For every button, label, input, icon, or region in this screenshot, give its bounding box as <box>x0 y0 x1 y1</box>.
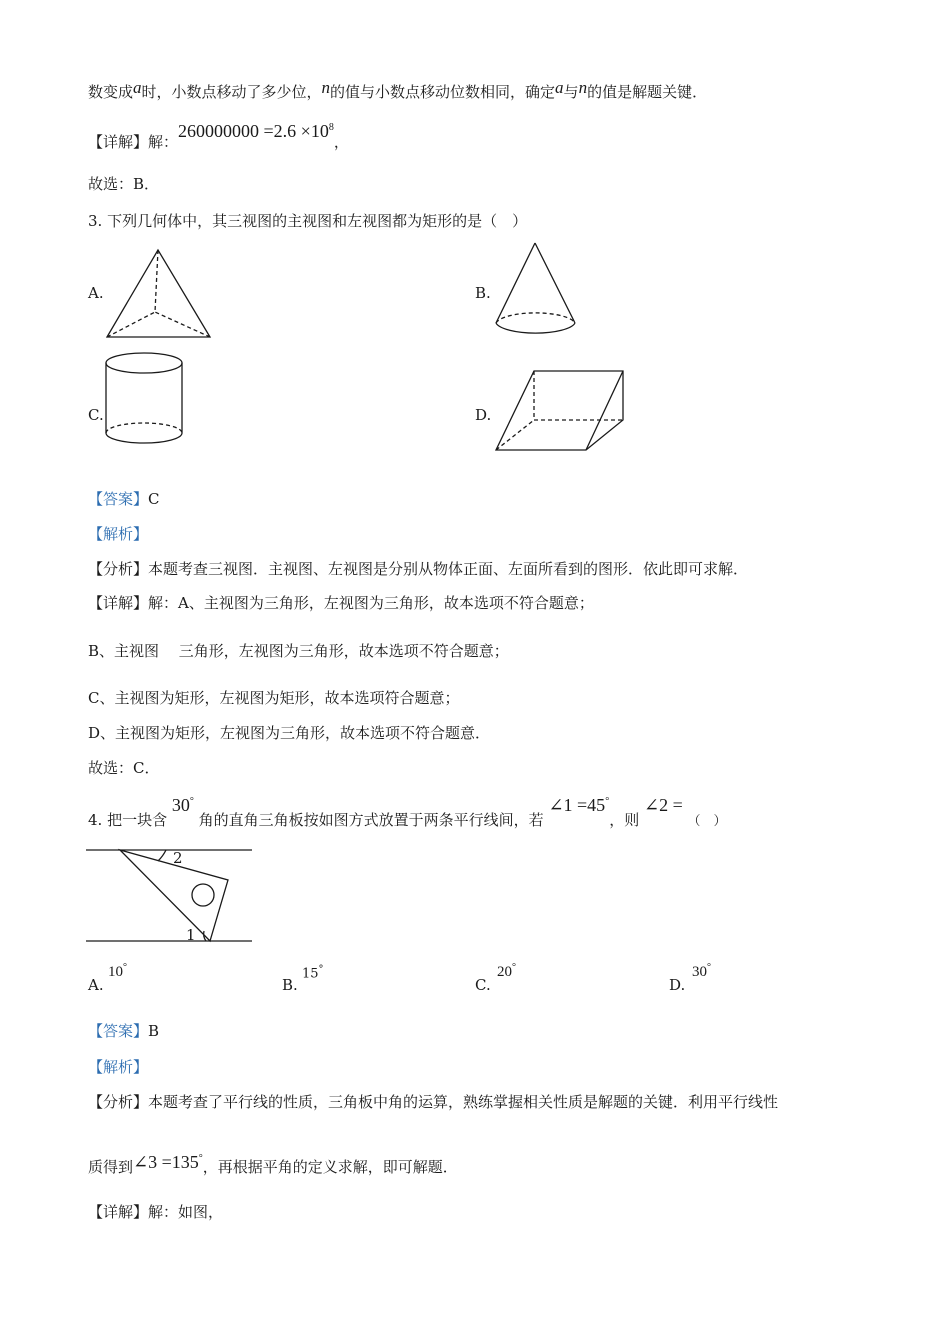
degree-sign: ° <box>512 962 516 973</box>
answer-value: B <box>148 1022 160 1040</box>
math-body: 10 <box>108 964 123 980</box>
degree-sign: ° <box>189 796 194 807</box>
conclusion-line: 故选：B． <box>88 175 160 193</box>
option-d-label: D. <box>475 406 492 424</box>
degree-sign: ° <box>707 962 711 973</box>
option-c-label: C. <box>475 976 491 994</box>
math-body: ∠1 =45 <box>548 795 606 815</box>
answer-value: C <box>148 490 160 508</box>
question-3: 3. 下列几何体中，其三视图的主视图和左视图都为矩形的是（ ） <box>88 212 528 230</box>
text-line-1 <box>88 78 708 102</box>
math-expression <box>178 121 334 141</box>
text: 时，小数点移动了多少位， <box>141 83 322 101</box>
option-b-value <box>302 960 324 984</box>
detail-3-d: D、主视图为矩形，左视图为三角形，故本选项不符合题意． <box>88 724 491 742</box>
analysis-label: 【分析】 <box>88 560 149 578</box>
analysis-tag: 【解析】 <box>88 525 149 543</box>
text: 角的直角三角板按如图方式放置于两条平行线间，若 <box>198 811 544 829</box>
conclusion-3: 故选：C． <box>88 759 160 777</box>
option-c-value <box>497 958 516 982</box>
option-a-value <box>108 958 127 982</box>
detail-label: 【详解】 <box>88 1203 149 1221</box>
answer-tag: 【答案】 <box>88 490 149 508</box>
math-angle-3 <box>133 1152 203 1172</box>
var-a: a <box>555 78 564 97</box>
answer-tag: 【答案】 <box>88 1022 149 1040</box>
math-body: 260000000 =2.6 ×10 <box>178 121 329 141</box>
degree-sign: ° <box>198 1153 203 1164</box>
answer-3 <box>88 489 160 509</box>
var-a: a <box>133 78 142 97</box>
text: 的值与小数点移动位数相同，确定 <box>330 83 556 101</box>
degree-sign: ° <box>605 796 610 807</box>
detail-line-2 <box>88 121 349 152</box>
fenxi-3 <box>88 559 748 579</box>
cylinder-figure <box>100 350 190 455</box>
detail-3-c: C、主视图为矩形，左视图为矩形，故本选项符合题意； <box>88 689 460 707</box>
math-body: 30 <box>692 964 707 980</box>
math-exponent: 8 <box>328 122 334 133</box>
var-n: n <box>578 78 588 97</box>
detail-text: 解：如图， <box>148 1203 224 1221</box>
math-body: 30 <box>171 795 190 815</box>
answer-4 <box>88 1021 159 1041</box>
math-body: ∠3 =135 <box>133 1152 199 1172</box>
option-a-label: A. <box>88 284 104 302</box>
detail-3 <box>88 593 594 613</box>
text: 数变成 <box>88 83 134 101</box>
detail-3-b: B、主视图 三角形，左视图为三角形，故本选项不符合题意； <box>88 642 509 660</box>
detail-text: 解：A、主视图为三角形，左视图为三角形，故本选项不符合题意； <box>148 594 594 612</box>
math-angle-1 <box>548 795 609 815</box>
text: ，则 <box>609 811 640 829</box>
pyramid-figure <box>100 245 220 345</box>
option-c-label: C. <box>88 406 104 424</box>
angle-2-label: 2 <box>173 849 183 867</box>
cone-figure <box>490 240 590 345</box>
math-body: 20 <box>497 964 512 980</box>
analysis-label: 【分析】 <box>88 1093 149 1111</box>
fenxi-4-b <box>88 1153 458 1177</box>
option-a-label: A. <box>88 976 104 994</box>
text: 的值是解题关键． <box>587 83 708 101</box>
math-body: 15 <box>302 966 319 982</box>
text: ， <box>333 133 349 151</box>
degree-sign: ° <box>318 964 324 975</box>
text: ，再根据平角的定义求解，即可解题． <box>202 1158 458 1176</box>
detail-label: 【详解】解： <box>88 133 179 151</box>
detail-4 <box>88 1202 223 1222</box>
text: （ ） <box>687 814 727 829</box>
math-angle-2: ∠2 = <box>643 795 683 815</box>
degree-sign: ° <box>123 962 127 973</box>
option-b-label: B. <box>475 284 491 302</box>
math-30-deg <box>172 795 194 815</box>
parallel-lines-triangle-figure <box>86 842 256 947</box>
var-n: n <box>321 78 331 97</box>
prism-figure <box>490 365 635 460</box>
detail-label: 【详解】 <box>88 594 149 612</box>
text: 4. 把一块含 <box>88 811 168 829</box>
text: 与 <box>563 83 579 101</box>
angle-1-label: 1 <box>186 926 196 944</box>
analysis-text: 本题考查三视图．主视图、左视图是分别从物体正面、左面所看到的图形．依此即可求解． <box>148 560 749 578</box>
fenxi-4 <box>88 1092 778 1112</box>
text: 质得到 <box>88 1158 134 1176</box>
analysis-text: 本题考查了平行线的性质，三角板中角的运算，熟练掌握相关性质是解题的关键．利用平行线性 <box>148 1093 779 1111</box>
analysis-tag: 【解析】 <box>88 1058 149 1076</box>
option-b-label: B. <box>282 976 298 994</box>
question-4 <box>88 795 727 832</box>
option-d-label: D. <box>669 976 686 994</box>
option-d-value <box>692 958 711 982</box>
